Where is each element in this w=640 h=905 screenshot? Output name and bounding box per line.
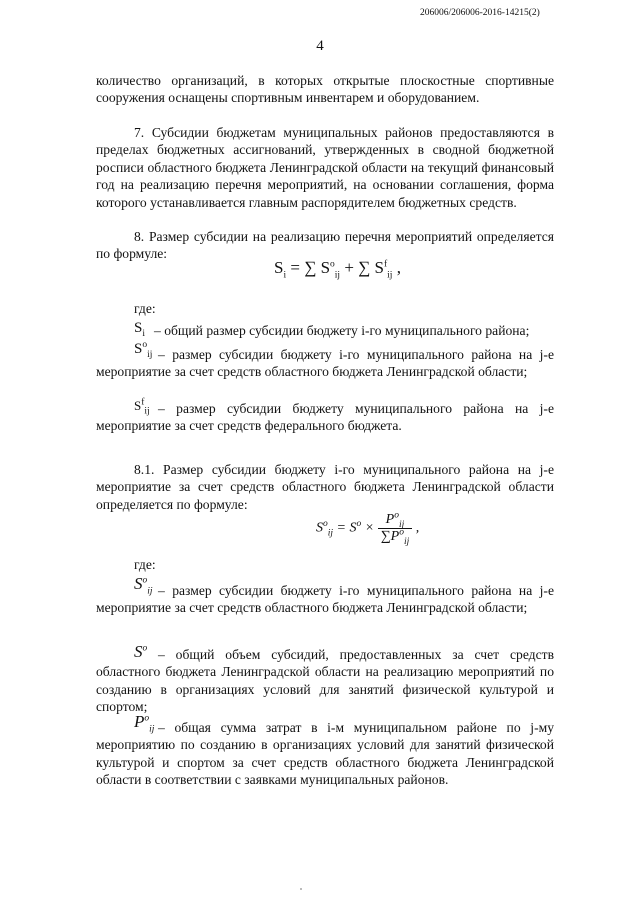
definition2-pij: – общая сумма затрат в i-м муниципальном районе по j-му мероприятию по созданию в организациях условий для занятий физической культурой и спортом за счет средств областного бюджета Ленинградской области в соответствии с заявками муниципальных районов. <box>96 720 554 788</box>
definition-sij-f: – размер субсидии бюджету муниципального района на j-е мероприятие за счет средств федерального бюджета. <box>96 401 554 434</box>
definition-sij-o: – размер субсидии бюджету i-го муниципального района на j-е мероприятие за счет средств областного бюджета Ленинградской области; <box>96 347 554 380</box>
paragraph-8-1: 8.1. Размер субсидии бюджету i-го муниципального района на j-е мероприятие за счет средств областного бюджета Ленинградской области определяется по формуле: <box>96 462 554 512</box>
formula-sij: $S^o_{ij} = S^o$ × $\frac{P^o_{ij}}{\sum P^o_{ij}}$ , <box>316 510 420 547</box>
paragraph-intro: количество организаций, в которых открытые плоскостные спортивные сооружения оснащены спортивным инвентарем и оборудованием. <box>96 73 554 106</box>
scan-speck <box>300 888 302 890</box>
page-number: 4 <box>316 38 324 54</box>
symbol2-sij-o: $S^o_{ij}$ <box>134 574 153 597</box>
definition2-sij-o: – размер субсидии бюджету i-го муниципального района на j-е мероприятие за счет средств областного бюджета Ленинградской области; <box>96 583 554 616</box>
where-label-2: где: <box>134 557 156 572</box>
definition2-so: – общий объем субсидий, предоставленных за счет средств областного бюджета Ленинградской области на реализацию мероприятий по созданию в организациях условий для занятий физической культурой и спортом; <box>96 647 554 715</box>
symbol-si: $S_i$ <box>134 320 145 339</box>
document-id: 206006/206006-2016-14215(2) <box>420 8 540 18</box>
definition-si: – общий размер субсидии бюджету i-го муниципального района; <box>154 323 530 338</box>
formula-si: $S_i$ = ∑ $S^o_{ij}$ + ∑ $S^f_{ij}$ , <box>274 258 401 281</box>
symbol-sij-o: $S^o_{ij}$ <box>134 340 153 360</box>
symbol2-so: $S^o$ <box>134 642 148 661</box>
paragraph-7: 7. Субсидии бюджетам муниципальных районов предоставляются в пределах бюджетных ассигнований, утвержденных в сводной бюджетной росписи областного бюджета Ленинградской области на текущий финансовый год на реализацию перечня мероприятий, на основании соглашения, форма которого устанавливается главным распорядителем бюджетных средств. <box>96 125 554 210</box>
symbol-sij-f: $S^f_{ij}$ <box>134 397 150 417</box>
where-label-1: где: <box>134 301 156 316</box>
symbol2-pij: $P^o_{ij}$ <box>134 712 155 735</box>
paragraph-8: 8. Размер субсидии на реализацию перечня мероприятий определяется по формуле: <box>96 229 554 262</box>
